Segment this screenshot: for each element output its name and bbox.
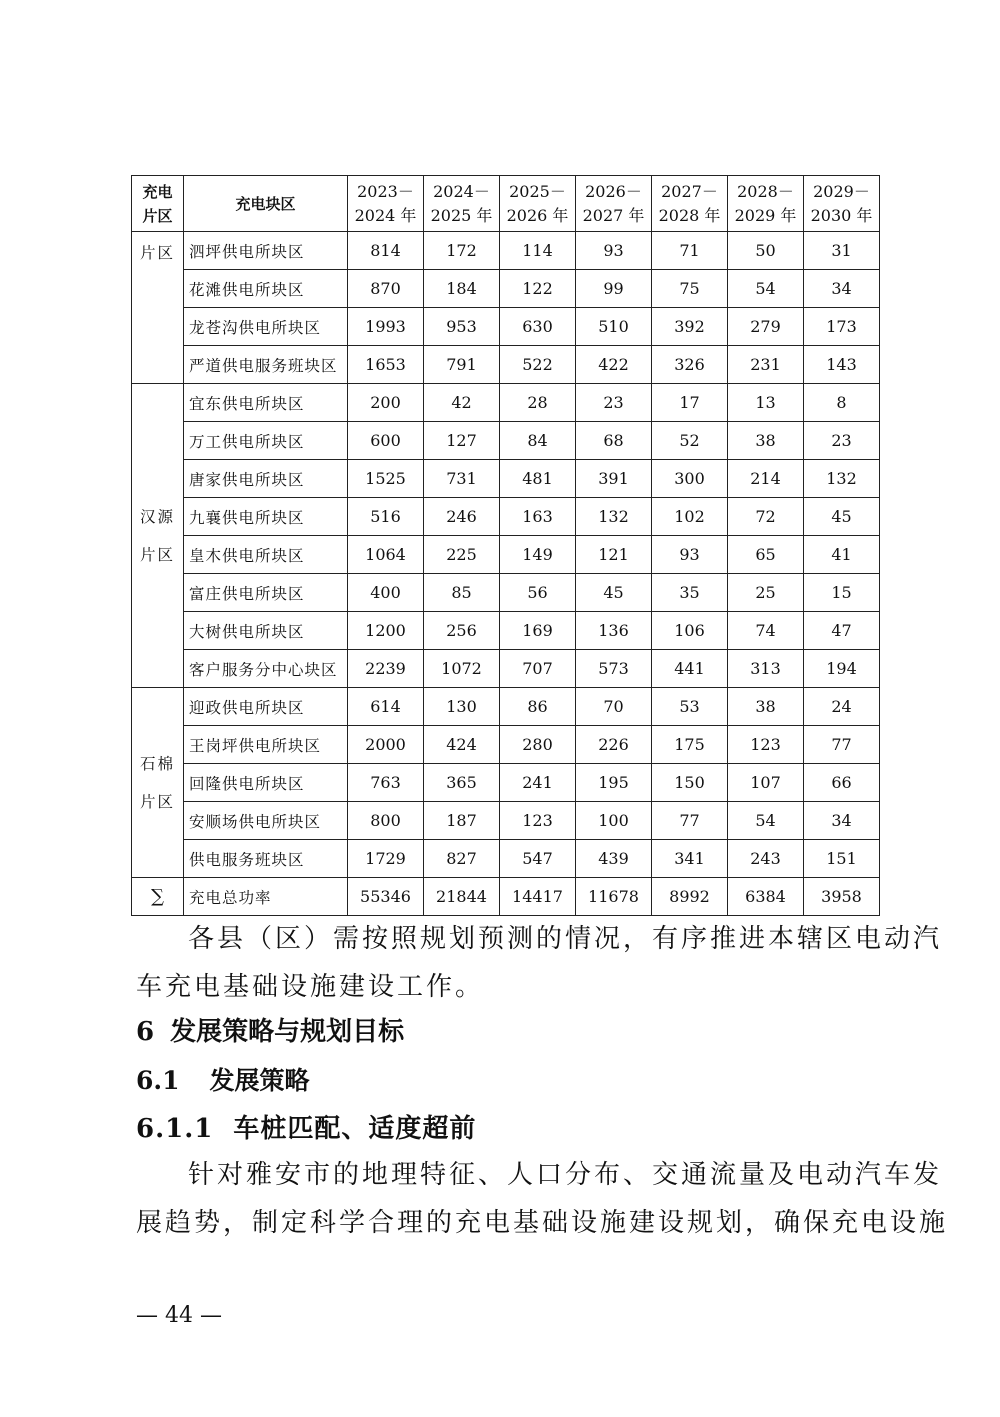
value-cell: 953 <box>424 308 500 346</box>
value-cell: 614 <box>348 688 424 726</box>
table-row <box>132 612 880 650</box>
total-value-cell: 14417 <box>500 878 576 916</box>
block-name-cell: 供电服务班块区 <box>184 840 348 878</box>
block-name-cell: 安顺场供电所块区 <box>184 802 348 840</box>
value-cell: 106 <box>652 612 728 650</box>
value-cell: 1653 <box>348 346 424 384</box>
table-row <box>132 802 880 840</box>
header-year-start: 2028－ <box>737 181 794 201</box>
table-row <box>132 308 880 346</box>
value-cell: 23 <box>576 384 652 422</box>
block-name-cell: 客户服务分中心块区 <box>184 650 348 688</box>
value-cell: 365 <box>424 764 500 802</box>
value-cell: 65 <box>728 536 804 574</box>
region-label-line: 汉源 <box>139 507 175 526</box>
header-year <box>804 176 880 232</box>
value-cell: 1525 <box>348 460 424 498</box>
subsection-number: 6.1 <box>136 1066 180 1095</box>
value-cell: 71 <box>652 232 728 270</box>
block-name-cell: 富庄供电所块区 <box>184 574 348 612</box>
value-cell: 163 <box>500 498 576 536</box>
value-cell: 481 <box>500 460 576 498</box>
header-year <box>424 176 500 232</box>
block-name-cell: 迎政供电所块区 <box>184 688 348 726</box>
block-name-cell: 唐家供电所块区 <box>184 460 348 498</box>
block-name-cell: 宜东供电所块区 <box>184 384 348 422</box>
value-cell: 93 <box>652 536 728 574</box>
value-cell: 400 <box>348 574 424 612</box>
header-year-start: 2025－ <box>509 181 566 201</box>
value-cell: 200 <box>348 384 424 422</box>
value-cell: 84 <box>500 422 576 460</box>
value-cell: 422 <box>576 346 652 384</box>
header-region-line1: 充电 <box>142 182 173 201</box>
region-cell <box>132 384 184 688</box>
block-name-cell: 回隆供电所块区 <box>184 764 348 802</box>
paragraph-1-line-2: 车充电基础设施建设工作。 <box>136 972 485 1002</box>
region-label-line: 石棉 <box>139 754 175 773</box>
subsubsection-number: 6.1.1 <box>136 1114 214 1144</box>
value-cell: 600 <box>348 422 424 460</box>
value-cell: 241 <box>500 764 576 802</box>
table-row <box>132 460 880 498</box>
value-cell: 17 <box>652 384 728 422</box>
section-heading <box>136 1008 404 1056</box>
block-name-cell: 泗坪供电所块区 <box>184 232 348 270</box>
block-name-cell: 大树供电所块区 <box>184 612 348 650</box>
value-cell: 814 <box>348 232 424 270</box>
value-cell: 66 <box>804 764 880 802</box>
value-cell: 392 <box>652 308 728 346</box>
block-name-cell: 皇木供电所块区 <box>184 536 348 574</box>
value-cell: 150 <box>652 764 728 802</box>
value-cell: 731 <box>424 460 500 498</box>
value-cell: 280 <box>500 726 576 764</box>
value-cell: 279 <box>728 308 804 346</box>
value-cell: 74 <box>728 612 804 650</box>
table-row <box>132 232 880 270</box>
value-cell: 763 <box>348 764 424 802</box>
value-cell: 25 <box>728 574 804 612</box>
region-label <box>138 498 178 574</box>
region-cell <box>132 232 184 384</box>
table-row <box>132 840 880 878</box>
value-cell: 13 <box>728 384 804 422</box>
region-label-line: 片区 <box>139 244 175 262</box>
header-year <box>728 176 804 232</box>
value-cell: 341 <box>652 840 728 878</box>
value-cell: 195 <box>576 764 652 802</box>
table-row <box>132 422 880 460</box>
region-label-line: 片区 <box>139 545 175 564</box>
value-cell: 225 <box>424 536 500 574</box>
total-value-cell: 11678 <box>576 878 652 916</box>
value-cell: 15 <box>804 574 880 612</box>
header-year-end: 2024 年 <box>354 205 417 225</box>
value-cell: 439 <box>576 840 652 878</box>
value-cell: 132 <box>576 498 652 536</box>
value-cell: 424 <box>424 726 500 764</box>
value-cell: 194 <box>804 650 880 688</box>
header-region-line2: 片区 <box>142 206 173 225</box>
block-name-cell: 九襄供电所块区 <box>184 498 348 536</box>
header-year-start: 2027－ <box>661 181 718 201</box>
paragraph-1-line-1: 各县（区）需按照规划预测的情况，有序推进本辖区电动汽 <box>188 924 943 954</box>
value-cell: 34 <box>804 270 880 308</box>
value-cell: 870 <box>348 270 424 308</box>
value-cell: 75 <box>652 270 728 308</box>
header-year <box>348 176 424 232</box>
value-cell: 34 <box>804 802 880 840</box>
value-cell: 149 <box>500 536 576 574</box>
value-cell: 326 <box>652 346 728 384</box>
value-cell: 70 <box>576 688 652 726</box>
value-cell: 123 <box>500 802 576 840</box>
value-cell: 72 <box>728 498 804 536</box>
value-cell: 52 <box>652 422 728 460</box>
table-row <box>132 688 880 726</box>
value-cell: 231 <box>728 346 804 384</box>
value-cell: 246 <box>424 498 500 536</box>
value-cell: 827 <box>424 840 500 878</box>
value-cell: 35 <box>652 574 728 612</box>
header-block: 充电块区 <box>184 176 348 232</box>
value-cell: 2239 <box>348 650 424 688</box>
table-row <box>132 498 880 536</box>
page-number: — 44 — <box>136 1303 222 1328</box>
block-name-cell: 龙苍沟供电所块区 <box>184 308 348 346</box>
value-cell: 8 <box>804 384 880 422</box>
value-cell: 243 <box>728 840 804 878</box>
value-cell: 391 <box>576 460 652 498</box>
value-cell: 121 <box>576 536 652 574</box>
subsubsection-heading <box>136 1105 476 1153</box>
subsubsection-title: 车桩匹配、适度超前 <box>233 1114 477 1144</box>
paragraph-2 <box>136 1151 949 1247</box>
value-cell: 130 <box>424 688 500 726</box>
value-cell: 45 <box>804 498 880 536</box>
table-row <box>132 346 880 384</box>
value-cell: 31 <box>804 232 880 270</box>
value-cell: 42 <box>424 384 500 422</box>
value-cell: 573 <box>576 650 652 688</box>
value-cell: 102 <box>652 498 728 536</box>
charging-power-table <box>131 175 880 916</box>
region-label-line: 片区 <box>139 792 175 811</box>
table-row <box>132 574 880 612</box>
header-year <box>500 176 576 232</box>
value-cell: 630 <box>500 308 576 346</box>
block-name-cell: 花滩供电所块区 <box>184 270 348 308</box>
header-year <box>576 176 652 232</box>
value-cell: 1072 <box>424 650 500 688</box>
value-cell: 800 <box>348 802 424 840</box>
value-cell: 132 <box>804 460 880 498</box>
value-cell: 100 <box>576 802 652 840</box>
value-cell: 313 <box>728 650 804 688</box>
table-row <box>132 536 880 574</box>
value-cell: 256 <box>424 612 500 650</box>
paragraph-2-line-1: 针对雅安市的地理特征、人口分布、交通流量及电动汽车发 <box>188 1160 943 1190</box>
value-cell: 151 <box>804 840 880 878</box>
value-cell: 707 <box>500 650 576 688</box>
total-value-cell: 55346 <box>348 878 424 916</box>
header-year <box>652 176 728 232</box>
value-cell: 510 <box>576 308 652 346</box>
section-number: 6 <box>136 1017 155 1047</box>
header-year-end: 2030 年 <box>810 205 873 225</box>
value-cell: 1993 <box>348 308 424 346</box>
table-row <box>132 650 880 688</box>
value-cell: 1729 <box>348 840 424 878</box>
value-cell: 136 <box>576 612 652 650</box>
block-name-cell: 万工供电所块区 <box>184 422 348 460</box>
value-cell: 53 <box>652 688 728 726</box>
section-title: 发展策略与规划目标 <box>170 1017 405 1047</box>
value-cell: 791 <box>424 346 500 384</box>
value-cell: 23 <box>804 422 880 460</box>
value-cell: 143 <box>804 346 880 384</box>
sum-symbol: ∑ <box>132 878 184 916</box>
block-name-cell: 严道供电服务班块区 <box>184 346 348 384</box>
region-cell <box>132 688 184 878</box>
region-label <box>138 234 178 272</box>
value-cell: 24 <box>804 688 880 726</box>
header-year-end: 2025 年 <box>430 205 493 225</box>
value-cell: 187 <box>424 802 500 840</box>
value-cell: 93 <box>576 232 652 270</box>
value-cell: 114 <box>500 232 576 270</box>
value-cell: 54 <box>728 802 804 840</box>
value-cell: 300 <box>652 460 728 498</box>
total-value-cell: 21844 <box>424 878 500 916</box>
value-cell: 184 <box>424 270 500 308</box>
value-cell: 45 <box>576 574 652 612</box>
value-cell: 54 <box>728 270 804 308</box>
value-cell: 522 <box>500 346 576 384</box>
header-year-end: 2027 年 <box>582 205 645 225</box>
value-cell: 127 <box>424 422 500 460</box>
value-cell: 226 <box>576 726 652 764</box>
header-region <box>132 176 184 232</box>
value-cell: 77 <box>804 726 880 764</box>
value-cell: 41 <box>804 536 880 574</box>
value-cell: 85 <box>424 574 500 612</box>
value-cell: 56 <box>500 574 576 612</box>
table-row <box>132 384 880 422</box>
value-cell: 38 <box>728 422 804 460</box>
value-cell: 1200 <box>348 612 424 650</box>
table-row <box>132 270 880 308</box>
header-year-start: 2023－ <box>357 181 414 201</box>
paragraph-2-line-2: 展趋势，制定科学合理的充电基础设施建设规划，确保充电设施 <box>136 1208 949 1238</box>
table-row <box>132 764 880 802</box>
value-cell: 516 <box>348 498 424 536</box>
value-cell: 50 <box>728 232 804 270</box>
value-cell: 173 <box>804 308 880 346</box>
value-cell: 38 <box>728 688 804 726</box>
block-name-cell: 王岗坪供电所块区 <box>184 726 348 764</box>
total-label: 充电总功率 <box>184 878 348 916</box>
header-year-start: 2029－ <box>813 181 870 201</box>
header-year-start: 2026－ <box>585 181 642 201</box>
value-cell: 172 <box>424 232 500 270</box>
value-cell: 547 <box>500 840 576 878</box>
total-row <box>132 878 880 916</box>
value-cell: 1064 <box>348 536 424 574</box>
table-row <box>132 726 880 764</box>
subsection-title: 发展策略 <box>209 1066 310 1095</box>
value-cell: 2000 <box>348 726 424 764</box>
total-value-cell: 8992 <box>652 878 728 916</box>
total-value-cell: 3958 <box>804 878 880 916</box>
value-cell: 86 <box>500 688 576 726</box>
paragraph-1 <box>136 915 943 1011</box>
value-cell: 68 <box>576 422 652 460</box>
table-body <box>132 232 880 916</box>
value-cell: 123 <box>728 726 804 764</box>
header-year-end: 2028 年 <box>658 205 721 225</box>
region-label <box>138 745 178 821</box>
total-value-cell: 6384 <box>728 878 804 916</box>
header-year-end: 2026 年 <box>506 205 569 225</box>
value-cell: 214 <box>728 460 804 498</box>
header-year-start: 2024－ <box>433 181 490 201</box>
value-cell: 28 <box>500 384 576 422</box>
value-cell: 175 <box>652 726 728 764</box>
value-cell: 47 <box>804 612 880 650</box>
value-cell: 77 <box>652 802 728 840</box>
value-cell: 107 <box>728 764 804 802</box>
value-cell: 99 <box>576 270 652 308</box>
subsection-heading <box>136 1057 310 1105</box>
value-cell: 122 <box>500 270 576 308</box>
value-cell: 169 <box>500 612 576 650</box>
value-cell: 441 <box>652 650 728 688</box>
table-header-row <box>132 176 880 232</box>
header-year-end: 2029 年 <box>734 205 797 225</box>
